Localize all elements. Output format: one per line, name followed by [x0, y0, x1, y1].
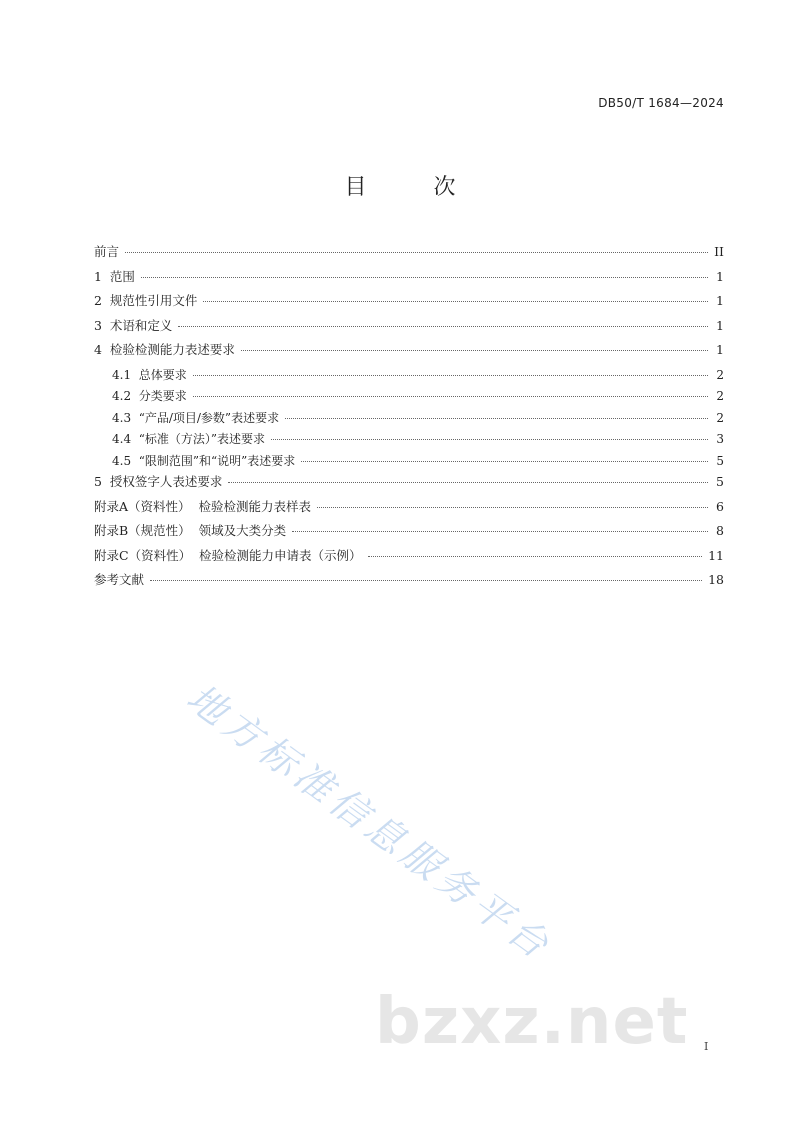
toc-leader-dots — [317, 507, 708, 508]
toc-entry-page: II — [714, 244, 724, 259]
document-code: DB50/T 1684—2024 — [598, 96, 724, 110]
toc-leader-dots — [150, 580, 702, 581]
toc-entry[interactable] — [94, 242, 724, 267]
toc-leader-dots — [271, 439, 708, 440]
toc-entry[interactable] — [94, 408, 724, 430]
toc-entry[interactable] — [94, 386, 724, 408]
toc-entry[interactable] — [94, 291, 724, 316]
toc-entry-page: 1 — [716, 268, 724, 284]
toc-entry-label: 4 检验检测能力表述要求 — [94, 342, 235, 357]
toc-entry-label: 4.4 “标准（方法）”表述要求 — [112, 432, 265, 446]
toc-entry[interactable] — [94, 340, 724, 365]
toc-leader-dots — [125, 252, 708, 253]
toc-entry-label: 4.2 分类要求 — [112, 389, 187, 403]
toc-entry[interactable] — [94, 546, 724, 571]
toc-entry[interactable] — [94, 521, 724, 546]
watermark: 地方标准信息服务平台 — [178, 675, 561, 970]
toc-entry-label: 1 范围 — [94, 268, 135, 284]
toc-entry-page: 5 — [716, 474, 724, 489]
toc-leader-dots — [178, 326, 708, 327]
toc-entry-page: 5 — [716, 453, 724, 468]
toc-entry-page: 1 — [716, 317, 724, 333]
toc-leader-dots — [292, 531, 708, 532]
toc-entry-page: 1 — [716, 293, 724, 308]
toc-leader-dots — [241, 350, 708, 351]
toc-leader-dots — [301, 461, 708, 462]
toc-leader-dots — [203, 301, 708, 302]
toc-entry-label: 5 授权签字人表述要求 — [94, 474, 223, 489]
toc-entry[interactable] — [94, 267, 724, 292]
toc-entry-page: 18 — [708, 572, 724, 587]
toc-entry-label: 参考文献 — [94, 572, 145, 587]
toc-entry-page: 11 — [708, 547, 724, 563]
page-number: I — [704, 1040, 709, 1053]
toc-entry-page: 2 — [716, 410, 724, 425]
toc-entry-page: 6 — [716, 498, 724, 514]
page-title: 目 次 — [344, 175, 486, 200]
toc-entry[interactable] — [94, 497, 724, 522]
toc-entry-label: 2 规范性引用文件 — [94, 293, 198, 308]
toc-leader-dots — [228, 482, 708, 483]
toc-entry-label: 4.5 “限制范围”和“说明”表述要求 — [112, 453, 296, 468]
toc-leader-dots — [285, 418, 708, 419]
toc-leader-dots — [141, 277, 708, 278]
toc-entry[interactable] — [94, 316, 724, 341]
toc-leader-dots — [193, 396, 708, 397]
toc-entry-page: 2 — [716, 389, 724, 403]
table-of-contents — [94, 242, 724, 595]
toc-leader-dots — [193, 375, 708, 376]
toc-entry-page: 1 — [716, 342, 724, 357]
toc-entry[interactable] — [94, 365, 724, 387]
toc-entry-page: 2 — [716, 367, 724, 382]
toc-entry-label: 4.3 “产品/项目/参数”表述要求 — [112, 410, 280, 425]
toc-entry-label: 前言 — [94, 244, 120, 259]
toc-entry-label: 3 术语和定义 — [94, 317, 173, 333]
toc-entry[interactable] — [94, 451, 724, 473]
toc-entry-label: 附录C（资料性） 检验检测能力申请表（示例） — [94, 547, 362, 563]
toc-entry-page: 8 — [716, 523, 724, 538]
toc-entry-label: 4.1 总体要求 — [112, 367, 187, 382]
toc-entry[interactable] — [94, 472, 724, 497]
toc-leader-dots — [368, 556, 703, 557]
brand-logo: bzxz.net — [375, 985, 689, 1059]
toc-entry[interactable] — [94, 570, 724, 595]
toc-entry[interactable] — [94, 429, 724, 451]
toc-entry-label: 附录B（规范性） 领域及大类分类 — [94, 523, 287, 538]
toc-entry-label: 附录A（资料性） 检验检测能力表样表 — [94, 498, 311, 514]
toc-entry-page: 3 — [716, 432, 724, 446]
